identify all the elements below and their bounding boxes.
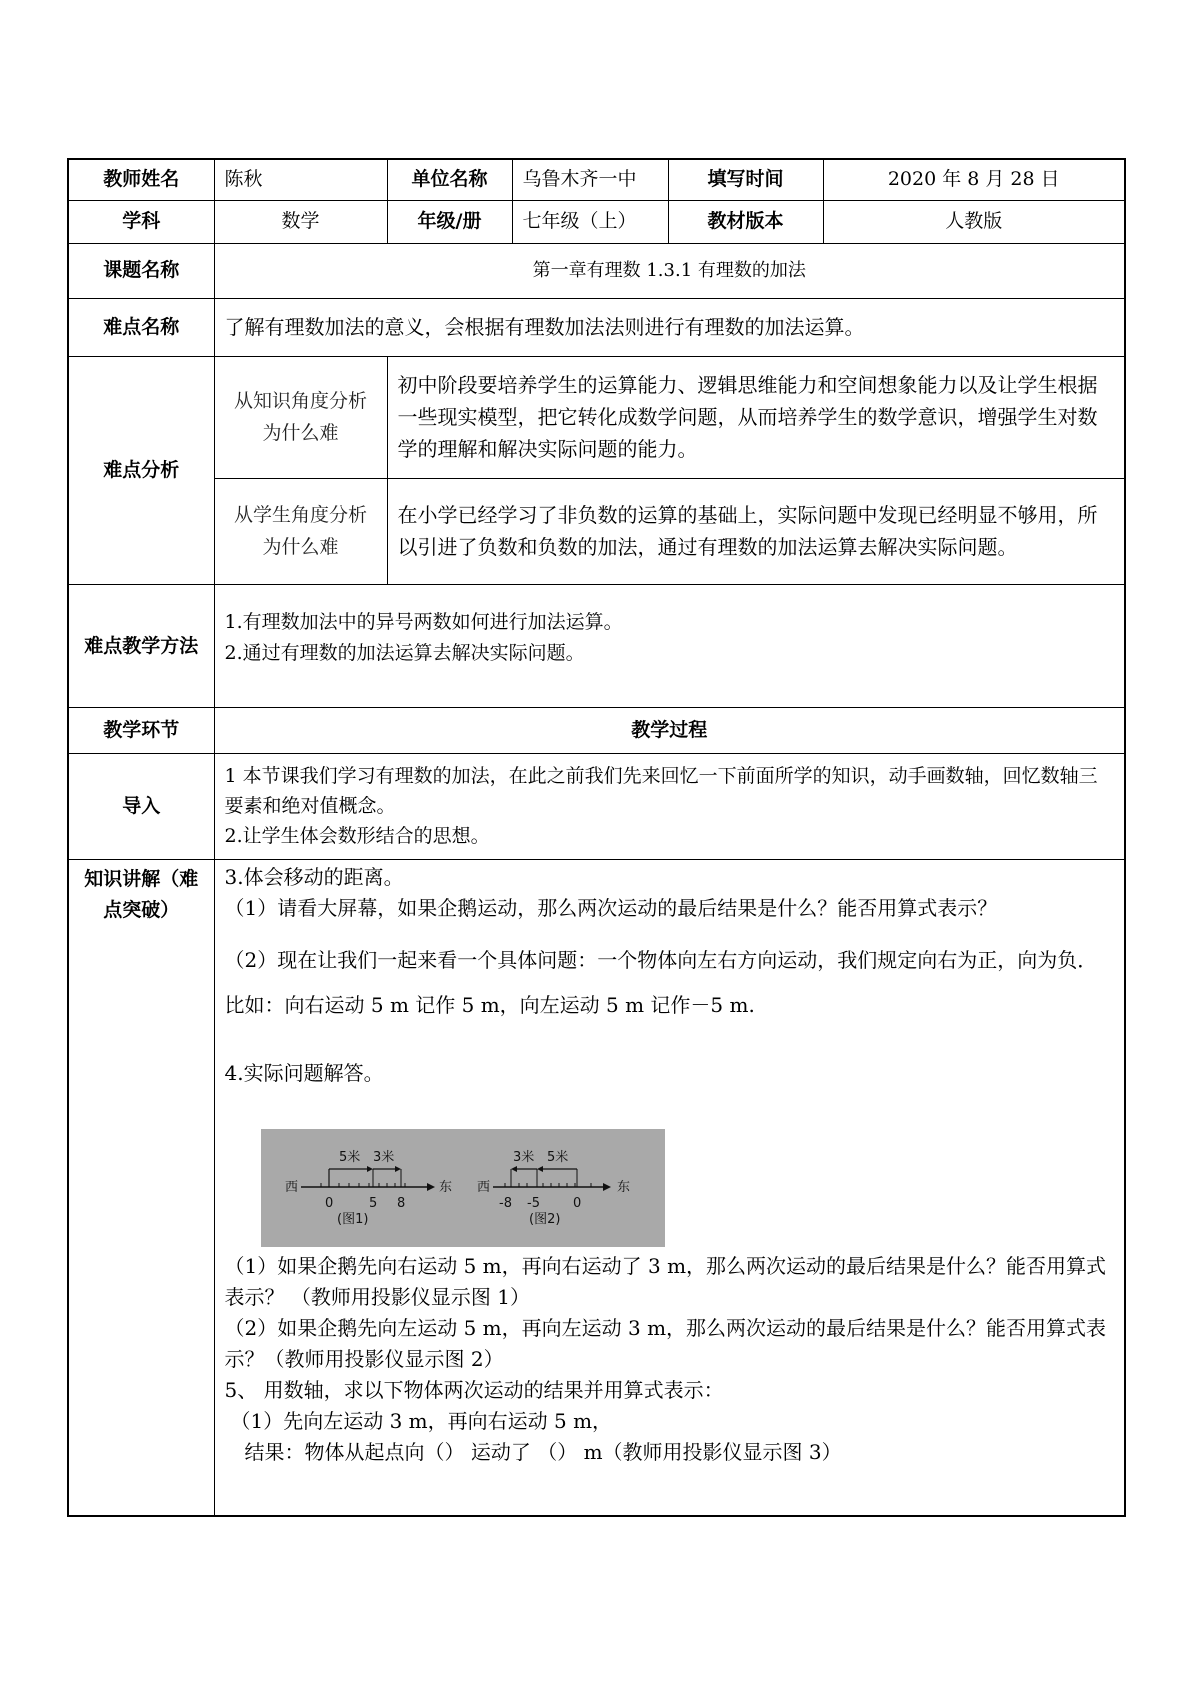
topic-row bbox=[68, 243, 1125, 298]
lecture-cell bbox=[214, 859, 1125, 1516]
fig1-caption: (图1) bbox=[336, 1211, 368, 1227]
fig2-seg1-label: 3米 bbox=[512, 1149, 534, 1165]
knowledge-angle-text: 初中阶段要培养学生的运算能力、逻辑思维能力和空间想象能力以及让学生根据一些现实模型，把它转化成数学问题，从而培养学生的数学意识，增强学生对数学的理解和解决实际问题的能力。 bbox=[387, 356, 1125, 478]
info-row-1 bbox=[68, 159, 1125, 200]
method-line-2: 2.通过有理数的加法运算去解决实际问题。 bbox=[224, 641, 585, 664]
fig2-axis-arrow bbox=[603, 1183, 611, 1191]
unit-name-value: 乌鲁木齐一中 bbox=[512, 159, 668, 200]
subject-value: 数学 bbox=[214, 200, 387, 243]
fig1-east-label: 东 bbox=[438, 1179, 452, 1195]
difficulty-label: 难点名称 bbox=[68, 298, 214, 356]
analysis-row-student bbox=[68, 478, 1125, 584]
topic-value: 第一章有理数 1.3.1 有理数的加法 bbox=[214, 243, 1125, 298]
lecture-p9: 结果：物体从起点向（） 运动了 （） m（教师用投影仪显示图 3） bbox=[244, 1439, 842, 1464]
student-angle-text: 在小学已经学习了非负数的运算的基础上，实际问题中发现已经明显不够用，所以引进了负数和负数的加法，通过有理数的加法运算去解决实际问题。 bbox=[387, 478, 1125, 584]
lecture-p4: 4.实际问题解答。 bbox=[224, 1060, 384, 1085]
fig2-caption: (图2) bbox=[528, 1211, 560, 1227]
fig2-tick-0: -8 bbox=[498, 1195, 512, 1211]
lesson-plan-table bbox=[67, 158, 1126, 1517]
intro-line-1: 1 本节课我们学习有理数的加法，在此之前我们先来回忆一下前面所学的知识，动手画数轴，回忆数轴三要素和绝对值概念。 bbox=[224, 765, 1098, 817]
topic-label: 课题名称 bbox=[68, 243, 214, 298]
edition-value: 人教版 bbox=[823, 200, 1125, 243]
fig2-tick-1: -5 bbox=[526, 1195, 540, 1211]
lecture-p1: 3.体会移动的距离。 bbox=[224, 864, 404, 889]
process-header-row bbox=[68, 707, 1125, 753]
difficulty-value: 了解有理数加法的意义，会根据有理数加法法则进行有理数的加法运算。 bbox=[214, 298, 1125, 356]
lecture-label: 知识讲解（难点突破） bbox=[68, 859, 214, 1516]
grade-label: 年级/册 bbox=[387, 200, 512, 243]
fig1-tick-0: 0 bbox=[324, 1195, 333, 1211]
fig1-seg1-label: 5米 bbox=[338, 1149, 360, 1165]
intro-label: 导入 bbox=[68, 753, 214, 859]
teacher-name-label: 教师姓名 bbox=[68, 159, 214, 200]
lecture-p2: （1）请看大屏幕，如果企鹅运动，那么两次运动的最后结果是什么？能否用算式表示？ bbox=[224, 895, 998, 920]
number-line-figure bbox=[261, 1129, 665, 1247]
fig1-west-label: 西 bbox=[284, 1179, 298, 1195]
lecture-p8: （1）先向左运动 3 m，再向右运动 5 m， bbox=[230, 1408, 613, 1433]
lecture-p3: （2）现在让我们一起来看一个具体问题：一个物体向左右方向运动，我们规定向右为正，向为负．比如：向右运动 5 m 记作 5 m，向左运动 5 m 记作－5 m. bbox=[224, 947, 1098, 1017]
lecture-p5: （1）如果企鹅先向右运动 5 m，再向右运动了 3 m，那么两次运动的最后结果是什么？能否用算式表示？ （教师用投影仪显示图 1） bbox=[224, 1253, 1107, 1309]
subject-label: 学科 bbox=[68, 200, 214, 243]
unit-name-label: 单位名称 bbox=[387, 159, 512, 200]
fig1-seg2-label: 3米 bbox=[372, 1149, 394, 1165]
fig2-east-label: 东 bbox=[616, 1179, 630, 1195]
teacher-name-value: 陈秋 bbox=[214, 159, 387, 200]
intro-cell bbox=[214, 753, 1125, 859]
fig2-west-label: 西 bbox=[476, 1179, 490, 1195]
analysis-row-knowledge bbox=[68, 356, 1125, 478]
methods-label: 难点教学方法 bbox=[68, 584, 214, 707]
intro-line-2: 2.让学生体会数形结合的思想。 bbox=[224, 825, 490, 847]
student-angle-label: 从学生角度分析为什么难 bbox=[214, 478, 387, 584]
lecture-row bbox=[68, 859, 1125, 1516]
number-line-svg bbox=[261, 1129, 665, 1247]
lecture-p7: 5、 用数轴，求以下物体两次运动的结果并用算式表示： bbox=[224, 1377, 724, 1402]
fig1-tick-1: 5 bbox=[368, 1195, 377, 1211]
fill-time-label: 填写时间 bbox=[668, 159, 823, 200]
edition-label: 教材版本 bbox=[668, 200, 823, 243]
fig1-tick-2: 8 bbox=[396, 1195, 405, 1211]
process-step-label: 教学环节 bbox=[68, 707, 214, 753]
method-line-1: 1.有理数加法中的异号两数如何进行加法运算。 bbox=[224, 610, 623, 633]
difficulty-row bbox=[68, 298, 1125, 356]
grade-value: 七年级（上） bbox=[512, 200, 668, 243]
knowledge-angle-label: 从知识角度分析为什么难 bbox=[214, 356, 387, 478]
analysis-label: 难点分析 bbox=[68, 356, 214, 584]
process-title: 教学过程 bbox=[214, 707, 1125, 753]
lecture-p6: （2）如果企鹅先向左运动 5 m，再向左运动 3 m，那么两次运动的最后结果是什么？能否用算式表示？（教师用投影仪显示图 2） bbox=[224, 1315, 1107, 1371]
fig2-seg2-label: 5米 bbox=[546, 1149, 568, 1165]
fill-time-value: 2020 年 8 月 28 日 bbox=[823, 159, 1125, 200]
fig1-axis-arrow bbox=[427, 1183, 435, 1191]
methods-row bbox=[68, 584, 1125, 707]
methods-cell bbox=[214, 584, 1125, 707]
info-row-2 bbox=[68, 200, 1125, 243]
intro-row bbox=[68, 753, 1125, 859]
fig2-tick-2: 0 bbox=[572, 1195, 581, 1211]
